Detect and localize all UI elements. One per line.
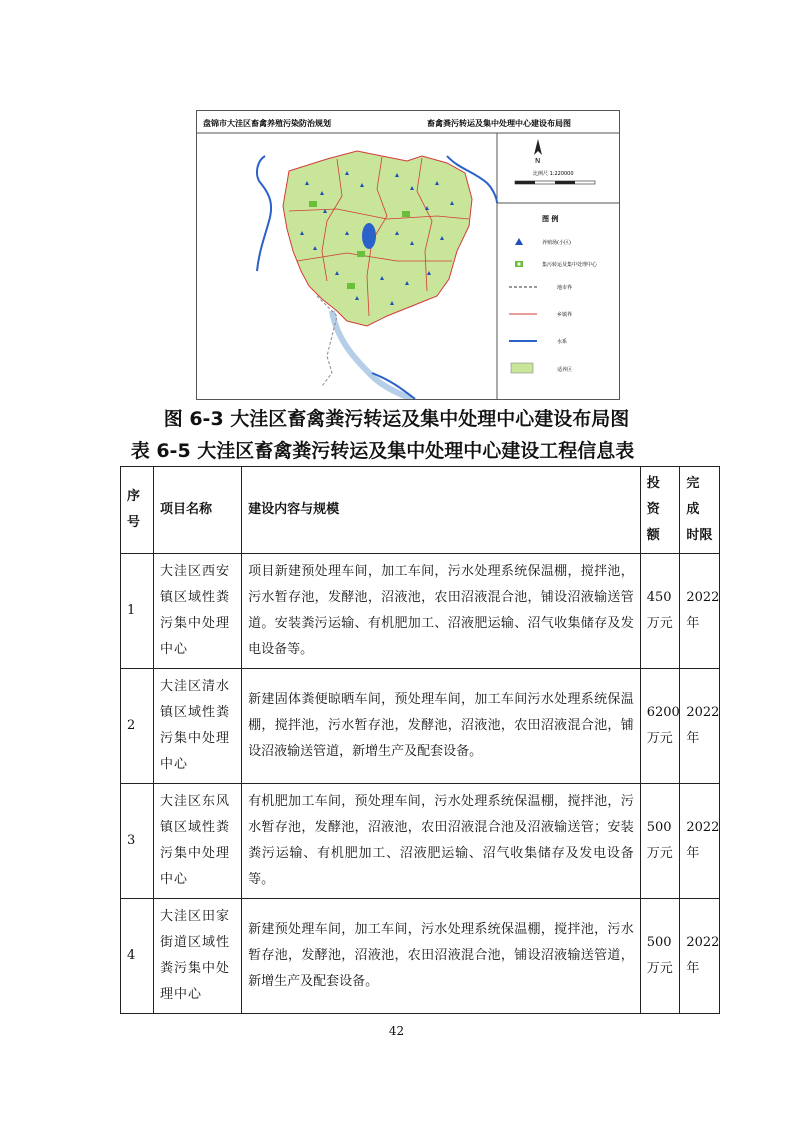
legend-label: 集污转运及集中处理中心 (542, 262, 598, 268)
suitable-area-region (283, 151, 472, 326)
legend-label: 养殖场(小区) (542, 240, 571, 246)
map-title-left: 盘锦市大洼区畜禽养殖污染防治规划 (203, 119, 331, 128)
legend-title: 图 例 (542, 215, 559, 223)
legend-label: 乡镇界 (557, 312, 573, 318)
table-row (121, 669, 720, 784)
layout-map-figure (196, 110, 620, 400)
row-content: 新建固体粪便晾晒车间，预处理车间，加工车间污水处理系统保温棚，搅拌池，污水暂存池，发酵池，沼液池，农田沼液混合池，铺设沼液输送管道，新增生产及配套设备。 (242, 669, 641, 784)
row-name: 大洼区清水镇区域性粪污集中处理中心 (154, 669, 242, 784)
center-icon (515, 261, 523, 267)
row-deadline: 2022 年 (680, 784, 720, 899)
row-deadline: 2022 年 (680, 554, 720, 669)
row-seq: 2 (121, 669, 154, 784)
table-row (121, 899, 720, 1014)
reservoir (362, 223, 376, 249)
scale-bar (515, 181, 595, 184)
row-content: 有机肥加工车间，预处理车间，污水处理系统保温棚，搅拌池，污水暂存池，发酵池，沼液池，农田沼液混合池及沼液输送管；安装粪污运输、有机肥加工、沼液肥运输、沼气收集储存及发电设备等。 (242, 784, 641, 899)
row-name: 大洼区西安镇区域性粪污集中处理中心 (154, 554, 242, 669)
header-name: 项目名称 (154, 467, 242, 554)
legend-label: 适养区 (557, 367, 573, 373)
row-investment: 450 万元 (640, 554, 680, 669)
header-content: 建设内容与规模 (242, 467, 641, 554)
triangle-icon (515, 238, 523, 245)
row-content: 项目新建预处理车间，加工车间，污水处理系统保温棚，搅拌池，污水暂存池，发酵池，沼液池，农田沼液混合池，铺设沼液输送管道。安装粪污运输、有机肥加工、沼液肥运输、沼气收集储存及发电设备等。 (242, 554, 641, 669)
row-deadline: 2022 年 (680, 669, 720, 784)
table-row (121, 784, 720, 899)
table-header-row (121, 467, 720, 554)
scale-text: 比例尺 1:220000 (533, 171, 574, 177)
row-seq: 4 (121, 899, 154, 1014)
row-deadline: 2022 年 (680, 899, 720, 1014)
row-content: 新建预处理车间，加工车间，污水处理系统保温棚，搅拌池，污水暂存池，发酵池，沼液池，农田沼液混合池，铺设沼液输送管道，新增生产及配套设备。 (242, 899, 641, 1014)
green-patch (511, 363, 533, 373)
row-name: 大洼区东风镇区域性粪污集中处理中心 (154, 784, 242, 899)
north-arrow-icon (534, 139, 542, 165)
map-title-right: 畜禽粪污转运及集中处理中心建设布局图 (427, 119, 571, 128)
legend-label: 地市界 (557, 285, 573, 291)
row-name: 大洼区田家街道区域性粪污集中处理中心 (154, 899, 242, 1014)
figure-caption: 图 6-3 大洼区畜禽粪污转运及集中处理中心建设布局图 (163, 408, 630, 430)
header-deadline: 完 成 时限 (680, 467, 720, 554)
header-investment: 投 资 额 (640, 467, 680, 554)
row-investment: 500 万元 (640, 784, 680, 899)
table-caption: 表 6-5 大洼区畜禽粪污转运及集中处理中心建设工程信息表 (130, 440, 635, 462)
table-row (121, 554, 720, 669)
map-legend (509, 214, 598, 373)
header-seq: 序号 (121, 467, 154, 554)
row-investment: 6200 万元 (640, 669, 680, 784)
row-seq: 1 (121, 554, 154, 669)
page-number: 42 (388, 1024, 405, 1038)
legend-label: 水系 (557, 339, 568, 345)
project-info-table (120, 466, 720, 1014)
row-seq: 3 (121, 784, 154, 899)
map-svg (197, 111, 619, 399)
row-investment: 500 万元 (640, 899, 680, 1014)
north-label: N (535, 157, 541, 165)
